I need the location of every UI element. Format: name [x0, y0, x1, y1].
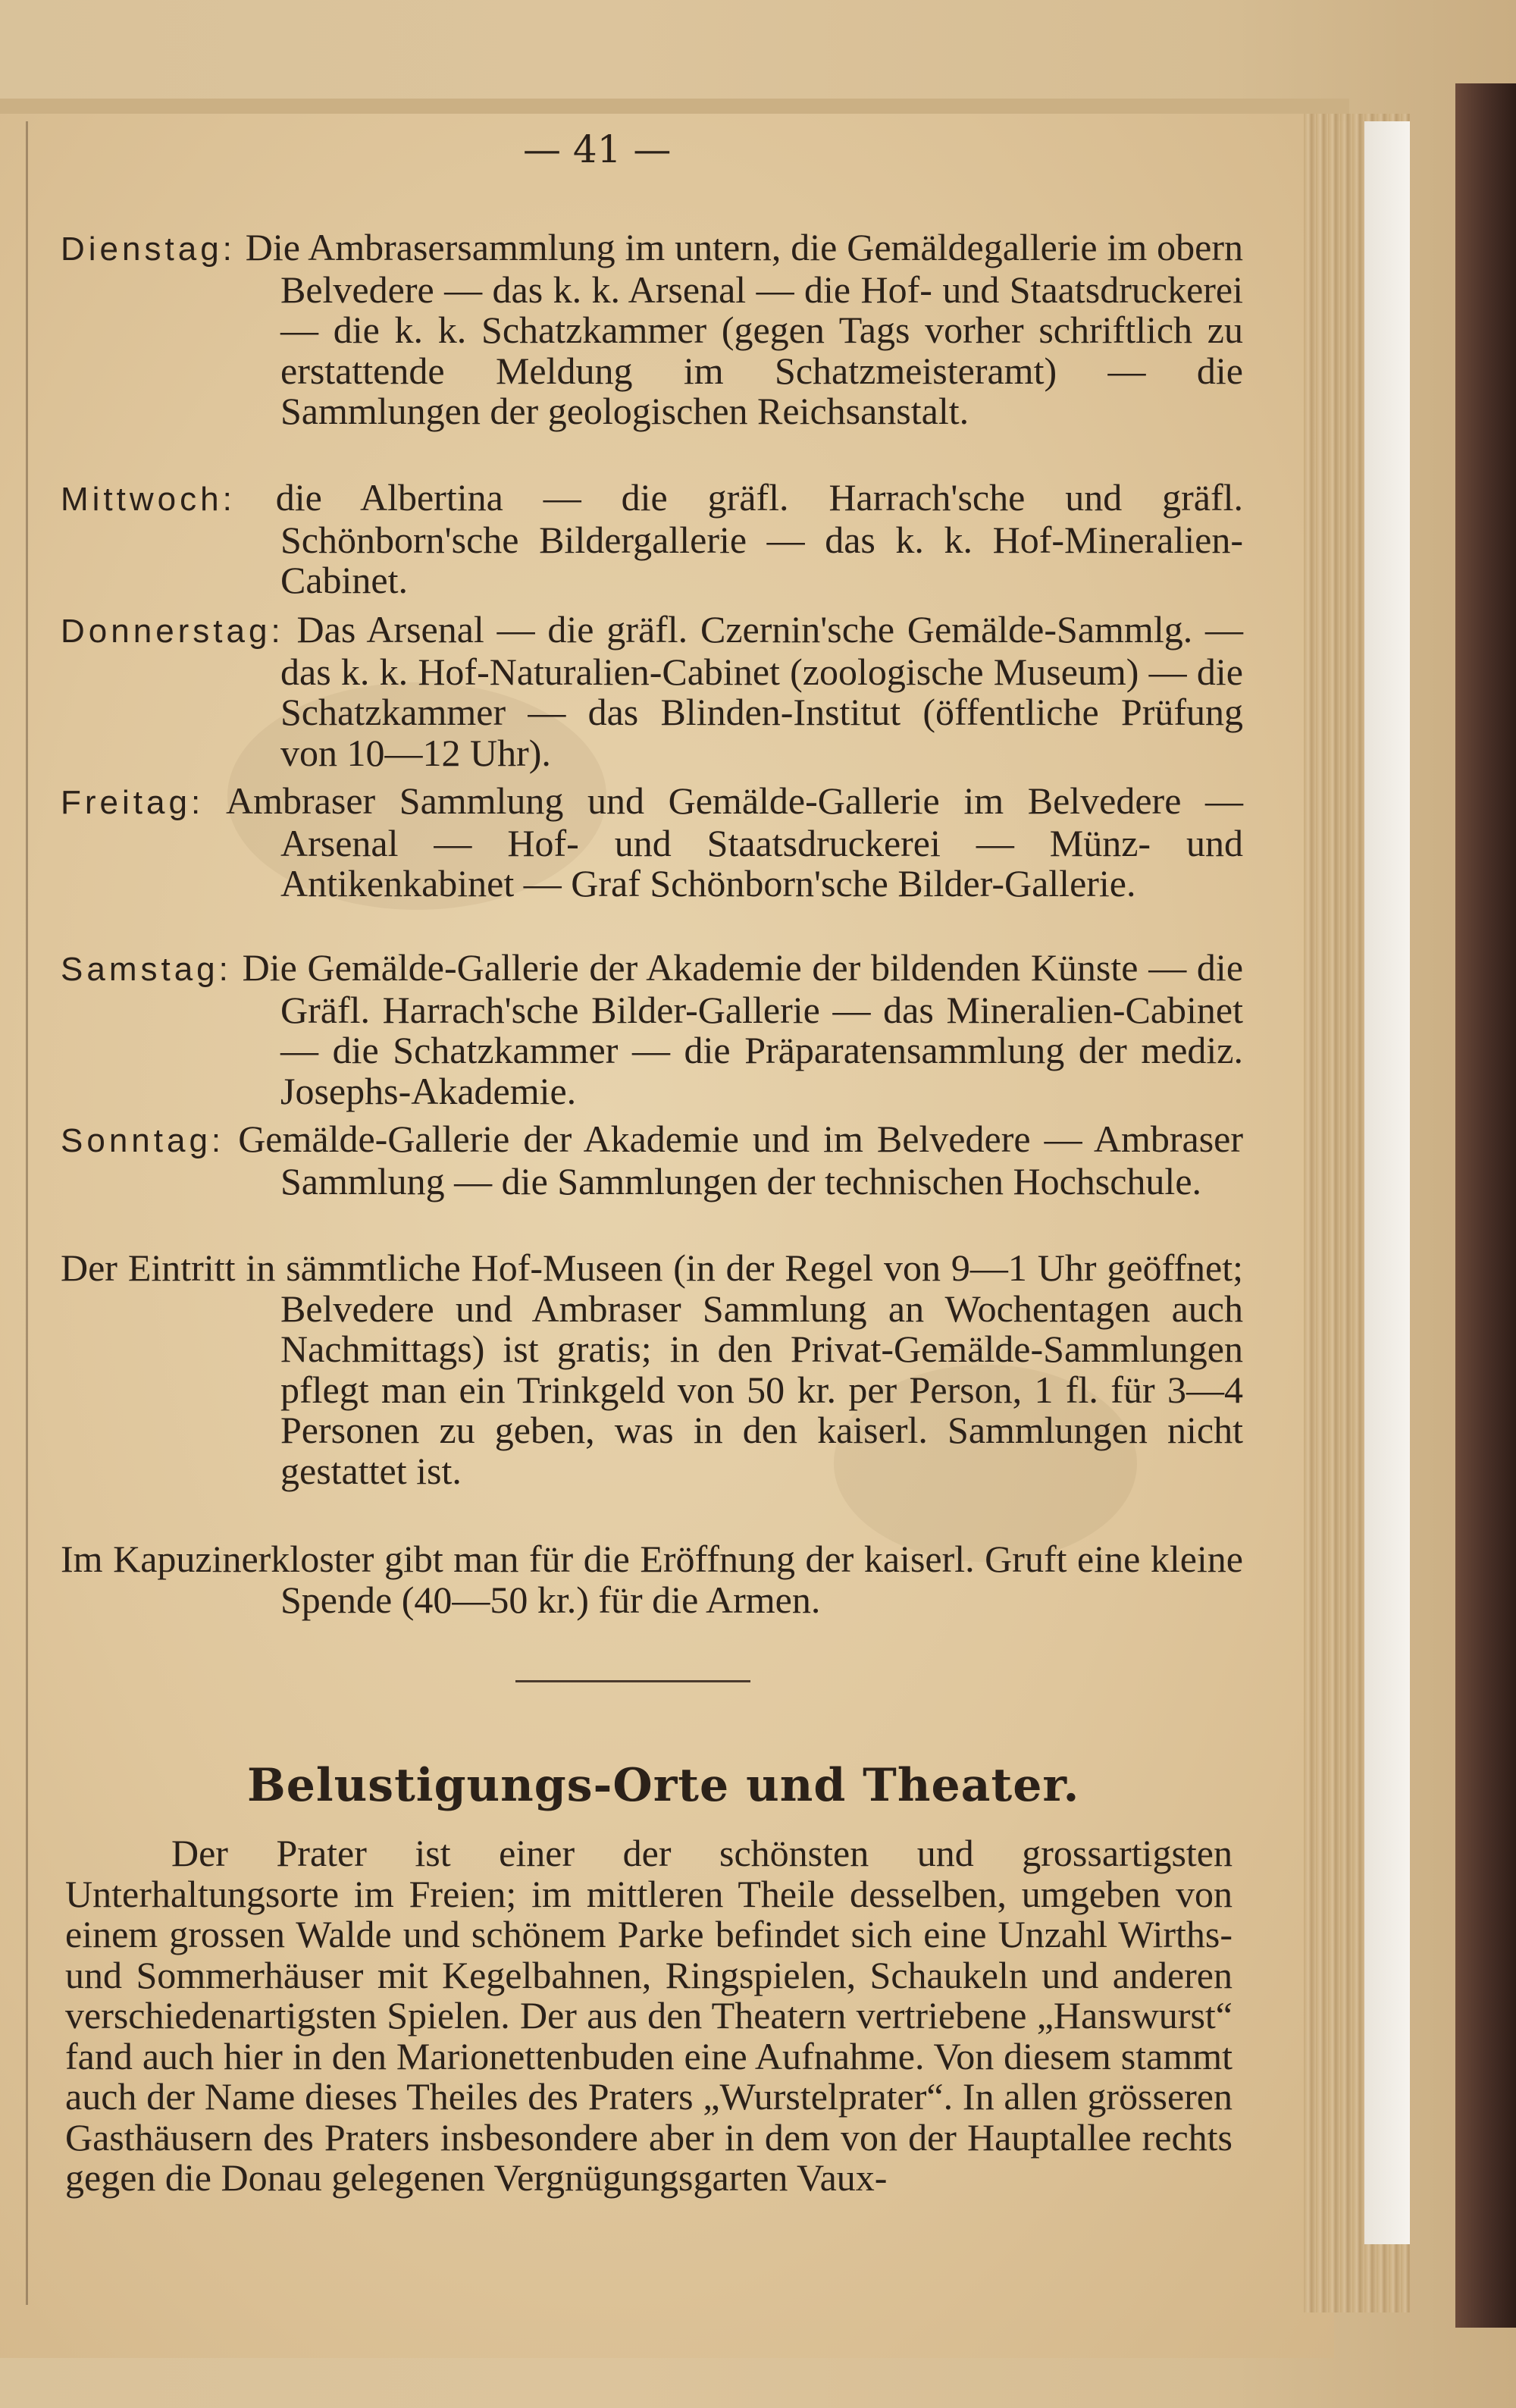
schedule-entry-freitag [61, 781, 1243, 905]
weekday-label: Samstag: [61, 951, 232, 988]
schedule-entry-mittwoch [61, 478, 1243, 601]
section-divider [515, 1680, 750, 1682]
entry-text: die Albertina — die gräfl. Harrach'sche und gräfl. Schönborn'sche Bildergallerie — das k. k. Hof-Mineralien-Cabinet. [275, 476, 1243, 601]
entry-text: Die Ambrasersammlung im untern, die Gemäldegallerie im obern Belvedere — das k. k. Arsenal — die Hof- und Staatsdruckerei — die k. k. Schatzkammer (gegen Tags vorher schriftlich zu erstattende Meldung im Schatzmeisteramt) — die Sammlungen der geologischen Reichsanstalt. [245, 226, 1243, 432]
weekday-label: Sonntag: [61, 1122, 225, 1159]
entry-text: gibt man für die Eröffnung der kaiserl. Gruft eine kleine Spende (40—50 kr.) für die Armen. [280, 1538, 1244, 1621]
schedule-entry-donnerstag [61, 610, 1243, 773]
entry-text: Gemälde-Gallerie der Akademie und im Belvedere — Ambraser Sammlung — die Sammlungen der technischen Hochschule. [238, 1118, 1244, 1202]
weekday-label: Donnerstag: [61, 613, 284, 650]
weekday-label: Mittwoch: [61, 481, 236, 518]
page-number: — 41 — [523, 127, 672, 171]
kapuzinerkloster-note [61, 1539, 1243, 1620]
note-label: Im Kapuzinerkloster [61, 1538, 374, 1580]
body-paragraph: Der Prater ist einer der schönsten und grossartigsten Unterhaltungsorte im Freien; im mittleren Theile desselben, umgeben von einem grossen Walde und schönem Parke befindet sich eine Unzahl Wirths- und Sommerhäuser mit Kegelbahnen, Ringspielen, Schaukeln und anderen verschiedenartigsten Spielen. Der aus den Theatern vertriebene „Hanswurst“ fand auch hier in den Marionettenbuden eine Aufnahme. Von diesem stammt auch der Name dieses Theiles des Praters „Wurstelprater“. In allen grösseren Gasthäusern des Praters insbesondere aber in dem von der Hauptallee rechts gegen die Donau gelegenen Vergnügungsgarten Vaux- [65, 1832, 1233, 2199]
book-cover-edge [1455, 83, 1516, 2328]
schedule-entry-samstag [61, 948, 1243, 1112]
entry-text: Die Gemälde-Gallerie der Akademie der bildenden Künste — die Gräfl. Harrach'sche Bilder-Gallerie — das Mineralien-Cabinet — die Schatzkammer — die Präparatensammlung der mediz. Josephs-Akademie. [242, 946, 1244, 1112]
weekday-label: Freitag: [61, 784, 205, 821]
note-label: Der Eintritt [61, 1246, 236, 1289]
admission-note [61, 1248, 1243, 1491]
inner-page-sliver [1364, 121, 1410, 2244]
entry-text: Das Arsenal — die gräfl. Czernin'sche Gemälde-Sammlg. — das k. k. Hof-Naturalien-Cabinet (zoologische Museum) — die Schatzkammer — das Blinden-Institut (öffentliche Prüfung von 10—12 Uhr). [280, 608, 1244, 774]
schedule-entry-sonntag [61, 1119, 1243, 1202]
weekday-label: Dienstag: [61, 230, 236, 268]
schedule-entry-dienstag [61, 227, 1243, 432]
entry-text: in sämmtliche Hof-Museen (in der Regel von 9—1 Uhr geöffnet; Belvedere und Ambraser Sammlung an Wochentagen auch Nachmittags) ist gratis; in den Privat-Gemälde-Sammlungen pflegt man ein Trinkgeld von 50 kr. per Person, 1 fl. für 3—4 Personen zu geben, was in den kaiserl. Sammlungen nicht gestattet ist. [246, 1246, 1243, 1492]
gutter-shadow [26, 121, 28, 2305]
section-heading: Belustigungs-Orte und Theater. [247, 1759, 1080, 1812]
entry-text: Ambraser Sammlung und Gemälde-Gallerie im Belvedere — Arsenal — Hof- und Staatsdruckerei — Münz- und Antikenkabinet — Graf Schönborn'sche Bilder-Gallerie. [226, 779, 1243, 905]
